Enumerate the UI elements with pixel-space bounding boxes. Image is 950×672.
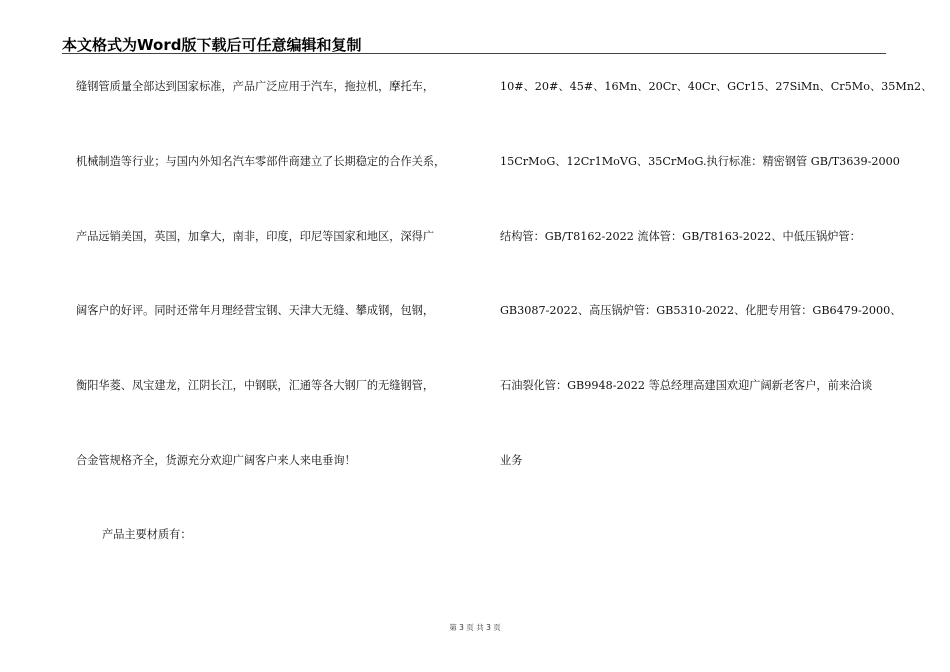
right-line-5: 石油裂化管：GB9948-2022 等总经理高建国欢迎广阔新老客户，前来洽谈 [500,379,873,392]
right-line-1: 10#、20#、45#、16Mn、20Cr、40Cr、GCr15、27SiMn、Cr5Mo、35Mn2、 [500,80,933,93]
left-line-1: 缝钢管质量全部达到国家标准，产品广泛应用于汽车，拖拉机，摩托车， [76,80,435,93]
left-line-3: 产品远销美国，英国，加拿大，南非，印度，印尼等国家和地区，深得广 [76,230,435,243]
left-line-4: 阔客户的好评。同时还常年月理经营宝钢、天津大无缝、攀成钢，包钢， [76,304,435,317]
right-line-4: GB3087-2022、高压锅炉管：GB5310-2022、化肥专用管：GB6479-2000、 [500,304,902,317]
left-line-2: 机械制造等行业；与国内外知名汽车零部件商建立了长期稳定的合作关系， [76,155,446,168]
right-line-2: 15CrMoG、12Cr1MoVG、35CrMoG.执行标准：精密钢管 GB/T3639-2000 [500,155,900,168]
header-divider [62,53,886,54]
left-line-6: 合金管规格齐全，货源充分欢迎广阔客户来人来电垂询！ [76,454,356,467]
right-line-6: 业务 [500,454,523,467]
left-line-5: 衡阳华菱、凤宝建龙，江阴长江，中钢联，汇通等各大钢厂的无缝钢管， [76,379,435,392]
right-line-3: 结构管：GB/T8162-2022 流体管：GB/T8163-2022、中低压锅炉管： [500,230,861,243]
page-number-footer: 第 3 页 共 3 页 [449,623,501,632]
materials-heading: 产品主要材质有： [102,528,192,541]
document-header-title: 本文格式为Word版下载后可任意编辑和复制 [62,36,362,54]
